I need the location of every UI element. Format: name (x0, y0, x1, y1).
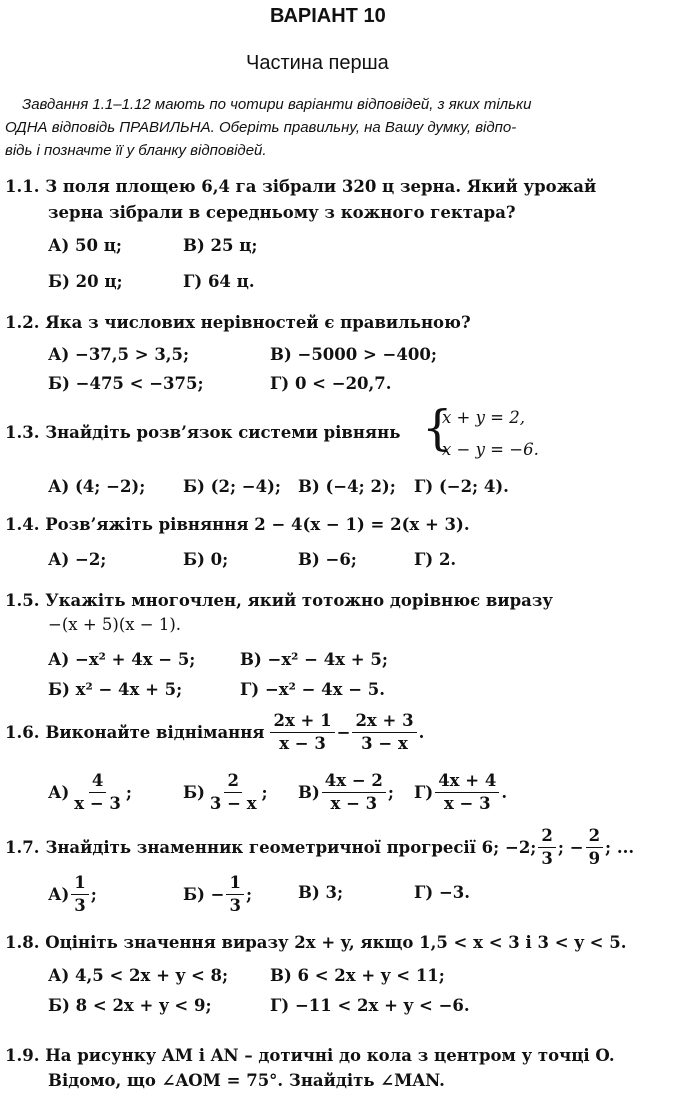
question-1-8 (5, 930, 626, 956)
question-number: 1.6. (5, 722, 40, 742)
instructions-line-3: відь і позначте її у бланку відповідей. (5, 142, 267, 159)
period: . (501, 783, 508, 802)
question-1-2 (5, 310, 471, 336)
question-text: З поля площею 6,4 га зібрали 320 ц зерна. Який урожай (45, 177, 597, 196)
option-v[interactable]: В) 3; (298, 883, 344, 902)
semicolon: ; (245, 885, 253, 904)
question-text: Розв’яжіть рівняння 2 − 4(x − 1) = 2(x + 3). (45, 515, 470, 534)
option-b[interactable] (183, 872, 252, 917)
option-g[interactable]: Г) −x² − 4x − 5. (240, 680, 386, 699)
option-a[interactable]: А) 4,5 < 2x + y < 8; (48, 966, 229, 985)
variant-title: ВАРІАНТ 10 (270, 5, 386, 27)
option-b[interactable]: Б) 20 ц; (48, 272, 123, 291)
option-b[interactable]: Б) −475 < −375; (48, 374, 204, 393)
question-text: Виконайте віднімання (45, 722, 265, 742)
fraction-2 (586, 825, 603, 870)
period: . (418, 722, 425, 742)
denominator: 3 (229, 896, 241, 915)
numerator: 2 (224, 770, 241, 793)
question-number: 1.9. (5, 1046, 40, 1065)
denominator: 9 (588, 849, 601, 868)
question-text: Укажіть многочлен, який тотожно дорівнює виразу (45, 591, 553, 610)
denominator: x − 3 (279, 734, 326, 753)
fraction-1 (270, 710, 334, 755)
question-text-cont: зерна зібрали в середньому з кожного гектара? (48, 203, 516, 222)
option-b[interactable] (183, 770, 268, 815)
numerator: 2x + 1 (270, 710, 334, 733)
question-1-3 (5, 420, 400, 446)
option-fraction (71, 872, 88, 917)
option-a[interactable]: А) (4; −2); (48, 477, 146, 496)
option-fraction (322, 770, 386, 815)
option-v[interactable]: В) 6 < 2x + y < 11; (270, 966, 445, 985)
question-text: Знайдіть розв’язок системи рівнянь (45, 423, 401, 442)
question-1-6 (5, 710, 424, 755)
option-label: Б) − (183, 885, 225, 904)
denominator: x − 3 (330, 794, 378, 813)
instructions-line-2: ОДНА відповідь ПРАВИЛЬНА. Оберіть правильну, на Вашу думку, відпо- (5, 119, 517, 136)
option-g[interactable] (414, 770, 507, 815)
ellipsis: ; ... (605, 837, 635, 857)
numerator: 2x + 3 (352, 710, 416, 733)
fraction-1 (538, 825, 555, 870)
question-text-cont: Відомо, що ∠AOM = 75°. Знайдіть ∠MAN. (48, 1071, 445, 1090)
option-b[interactable]: Б) (2; −4); (183, 477, 281, 496)
numerator: 1 (71, 872, 88, 895)
option-v[interactable]: В) (−4; 2); (298, 477, 396, 496)
denominator: 3 (74, 896, 86, 915)
option-v[interactable]: В) −x² − 4x + 5; (240, 650, 388, 669)
option-g[interactable]: Г) 64 ц. (183, 272, 255, 291)
option-b[interactable]: Б) 8 < 2x + y < 9; (48, 996, 212, 1015)
option-v[interactable]: В) −6; (298, 550, 357, 569)
option-v[interactable] (298, 770, 394, 815)
system-equation-2: x − y = −6. (442, 440, 539, 459)
denominator: x − 3 (443, 794, 491, 813)
semicolon: ; (387, 783, 394, 802)
fraction-2 (352, 710, 416, 755)
option-label: Б) (183, 783, 205, 802)
numerator: 4x − 2 (322, 770, 386, 793)
question-number: 1.8. (5, 933, 40, 952)
question-number: 1.2. (5, 313, 40, 332)
question-text: Яка з числових нерівностей є правильною? (45, 313, 471, 332)
denominator: 3 − x (361, 734, 408, 753)
semicolon: ; (125, 783, 132, 802)
option-label: В) (298, 783, 320, 802)
option-a[interactable]: А) 50 ц; (48, 236, 122, 255)
system-brace: { (422, 400, 453, 456)
option-label: А) (48, 783, 70, 802)
denominator: 3 (541, 849, 553, 868)
question-1-4 (5, 512, 470, 538)
question-number: 1.1. (5, 177, 40, 196)
question-number: 1.7. (5, 837, 40, 857)
option-a[interactable] (48, 770, 132, 815)
denominator: 3 − x (209, 794, 257, 813)
option-a[interactable]: А) −2; (48, 550, 107, 569)
question-text: Знайдіть знаменник геометричної прогресії 6; −2; (45, 837, 537, 857)
option-a[interactable]: А) −37,5 > 3,5; (48, 345, 190, 364)
question-number: 1.4. (5, 515, 40, 534)
denominator: x − 3 (74, 794, 121, 813)
option-label: Г) (414, 783, 434, 802)
option-b[interactable]: Б) 0; (183, 550, 229, 569)
option-fraction (71, 770, 124, 815)
question-number: 1.5. (5, 591, 40, 610)
option-label: А) (48, 885, 70, 904)
option-fraction (207, 770, 260, 815)
instructions-line-1: Завдання 1.1–1.12 мають по чотири варіанти відповідей, з яких тільки (22, 96, 532, 113)
option-b[interactable]: Б) x² − 4x + 5; (48, 680, 183, 699)
option-v[interactable]: В) −5000 > −400; (270, 345, 437, 364)
option-fraction (226, 872, 243, 917)
part-title: Частина перша (246, 52, 389, 74)
option-a[interactable] (48, 872, 97, 917)
system-equation-1: x + y = 2, (442, 408, 525, 427)
separator: ; − (557, 837, 584, 857)
question-1-1 (5, 174, 596, 200)
question-1-9 (5, 1043, 615, 1069)
numerator: 4 (89, 770, 106, 793)
numerator: 1 (226, 872, 243, 895)
option-g[interactable]: Г) 2. (414, 550, 457, 569)
option-g[interactable]: Г) 0 < −20,7. (270, 374, 392, 393)
option-g[interactable]: Г) −11 < 2x + y < −6. (270, 996, 470, 1015)
question-text: На рисунку AM і AN – дотичні до кола з центром у точці O. (45, 1046, 615, 1065)
option-v[interactable]: В) 25 ц; (183, 236, 258, 255)
option-g[interactable]: Г) −3. (414, 883, 470, 902)
question-text: Оцініть значення виразу 2x + y, якщо 1,5 < x < 3 і 3 < y < 5. (45, 933, 627, 952)
question-number: 1.3. (5, 423, 40, 442)
question-1-5 (5, 588, 553, 614)
option-a[interactable]: А) −x² + 4x − 5; (48, 650, 196, 669)
question-text-cont: −(x + 5)(x − 1). (48, 615, 182, 634)
numerator: 4x + 4 (435, 770, 499, 793)
numerator: 2 (538, 825, 555, 848)
question-1-7 (5, 825, 634, 870)
semicolon: ; (90, 885, 97, 904)
option-g[interactable]: Г) (−2; 4). (414, 477, 509, 496)
minus-sign: − (336, 722, 351, 742)
numerator: 2 (586, 825, 603, 848)
semicolon: ; (261, 783, 268, 802)
option-fraction (435, 770, 499, 815)
